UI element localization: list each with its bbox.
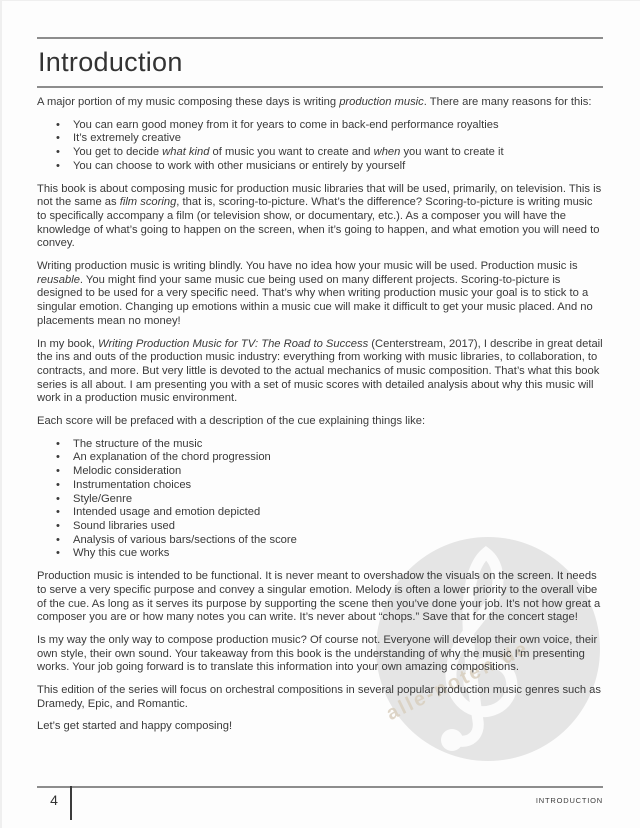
text-run: You can choose to work with other musicians or entirely by yourself (73, 159, 406, 172)
page-number: 4 (50, 792, 58, 808)
bullet-list (37, 119, 603, 174)
text-run: Analysis of various bars/sections of the score (73, 533, 297, 546)
running-footer-section: INTRODUCTION (535, 796, 603, 805)
list-item (73, 493, 603, 507)
footer-rule (37, 786, 603, 788)
text-run: This book is about composing music for production music libraries that will be used, primarily, on television. This is not the same as (37, 182, 602, 209)
italic-text: reusable (37, 273, 80, 286)
text-run: Production music is intended to be functional. It is never meant to overshadow the visuals on the screen. It needs to serve a very specific purpose and convey a singular emotion. Melody is often a lower priority to the overall vibe of the cue. As long as it serves its purpose by supporting the scene then you’ve done your job. It’s not how great a composer you are or how many notes you can write. It’s never about “chops.” Save that for the concert stage! (37, 570, 601, 624)
paragraph (37, 634, 603, 675)
paragraph (37, 684, 603, 711)
text-run: Writing production music is writing blindly. You have no idea how your music will be used. Production music is (37, 260, 578, 273)
list-item (73, 119, 603, 133)
paragraph (37, 338, 603, 407)
italic-text: when (373, 146, 401, 159)
watermark-text: alle-noten.de (382, 636, 533, 725)
heading-rule (37, 86, 603, 88)
list-item (73, 506, 603, 520)
paragraph (37, 96, 603, 110)
top-rule (37, 37, 603, 39)
paragraph (37, 720, 603, 734)
text-run: You can earn good money from it for years to come in back-end performance royalties (73, 118, 499, 131)
list-item (73, 438, 603, 452)
text-run: An explanation of the chord progression (73, 451, 271, 464)
text-run: (Centerstream, 2017), I describe in great detail the ins and outs of the production music industry: everything from working with music libraries, to collaboration, to contracts, and more. But very little is devoted to the actual mechanics of music composition. That’s what this book series is all about. I am presenting you with a set of music scores with detailed analysis about why this music will work in a production music environment. (37, 337, 603, 405)
text-run: Intended usage and emotion depicted (73, 506, 261, 519)
paragraph (37, 183, 603, 252)
text-run: The structure of the music (73, 437, 203, 450)
text-run: . You might find your same music cue being used on many different projects. Scoring-to-picture is designed to be used for a very specific need. That’s why when writing production music your goal is to stick to a singular emotion. Changing up emotions within a music cue will make it difficult to get your music placed. And no placements mean no money! (37, 273, 593, 327)
text-run: of music you want to create and (209, 146, 374, 159)
text-run: Instrumentation choices (73, 478, 192, 491)
text-run: Each score will be prefaced with a description of the cue explaining things like: (37, 415, 426, 428)
text-run: In my book, (37, 337, 98, 350)
text-run: It’s extremely creative (73, 132, 181, 145)
text-run: Sound libraries used (73, 519, 175, 532)
list-item (73, 520, 603, 534)
list-item (73, 479, 603, 493)
text-run: . There are many reasons for this: (423, 96, 592, 108)
bullet-list (37, 438, 603, 561)
paragraph (37, 415, 603, 429)
text-run: Melodic consideration (73, 465, 182, 478)
list-item (73, 547, 603, 561)
footer-divider (70, 786, 72, 820)
italic-text: Writing Production Music for TV: The Road to Success (97, 337, 369, 350)
italic-text: what kind (162, 146, 210, 159)
list-item (73, 451, 603, 465)
text-run: Style/Genre (73, 492, 133, 505)
paragraph (37, 570, 603, 625)
list-item (73, 146, 603, 160)
paragraph (37, 260, 603, 329)
text-run: This edition of the series will focus on orchestral compositions in several popular production music genres such as Dramedy, Epic, and Romantic. (37, 684, 602, 710)
list-item (73, 160, 603, 174)
page-title: Introduction (38, 47, 183, 77)
text-run: You get to decide (73, 146, 163, 159)
text-run: Why this cue works (73, 547, 170, 560)
body-blocks (37, 96, 603, 734)
list-item (73, 534, 603, 548)
text-run: , that is, scoring-to-picture. What’s the difference? Scoring-to-picture is writing music to specifically accompany a film (or television show, or documentary, etc.). As a composer you will have the knowledge of what’s going to happen on the screen, when it’s going to happen, and what emotion you will need to convey. (37, 196, 600, 250)
list-item (73, 132, 603, 146)
italic-text: film scoring (119, 196, 177, 209)
list-item (73, 465, 603, 479)
text-run: Let’s get started and happy composing! (37, 720, 233, 733)
text-run: Is my way the only way to compose production music? Of course not. Everyone will develop their own voice, their own style, their own sound. Your takeaway from this book is the understanding of why the music I’m presenting works. Your job going forward is to translate this information into your own amazing compositions. (37, 633, 598, 674)
text-run: you want to create it (400, 146, 504, 159)
italic-text: production music (339, 96, 424, 108)
text-run: A major portion of my music composing these days is writing (37, 96, 340, 108)
